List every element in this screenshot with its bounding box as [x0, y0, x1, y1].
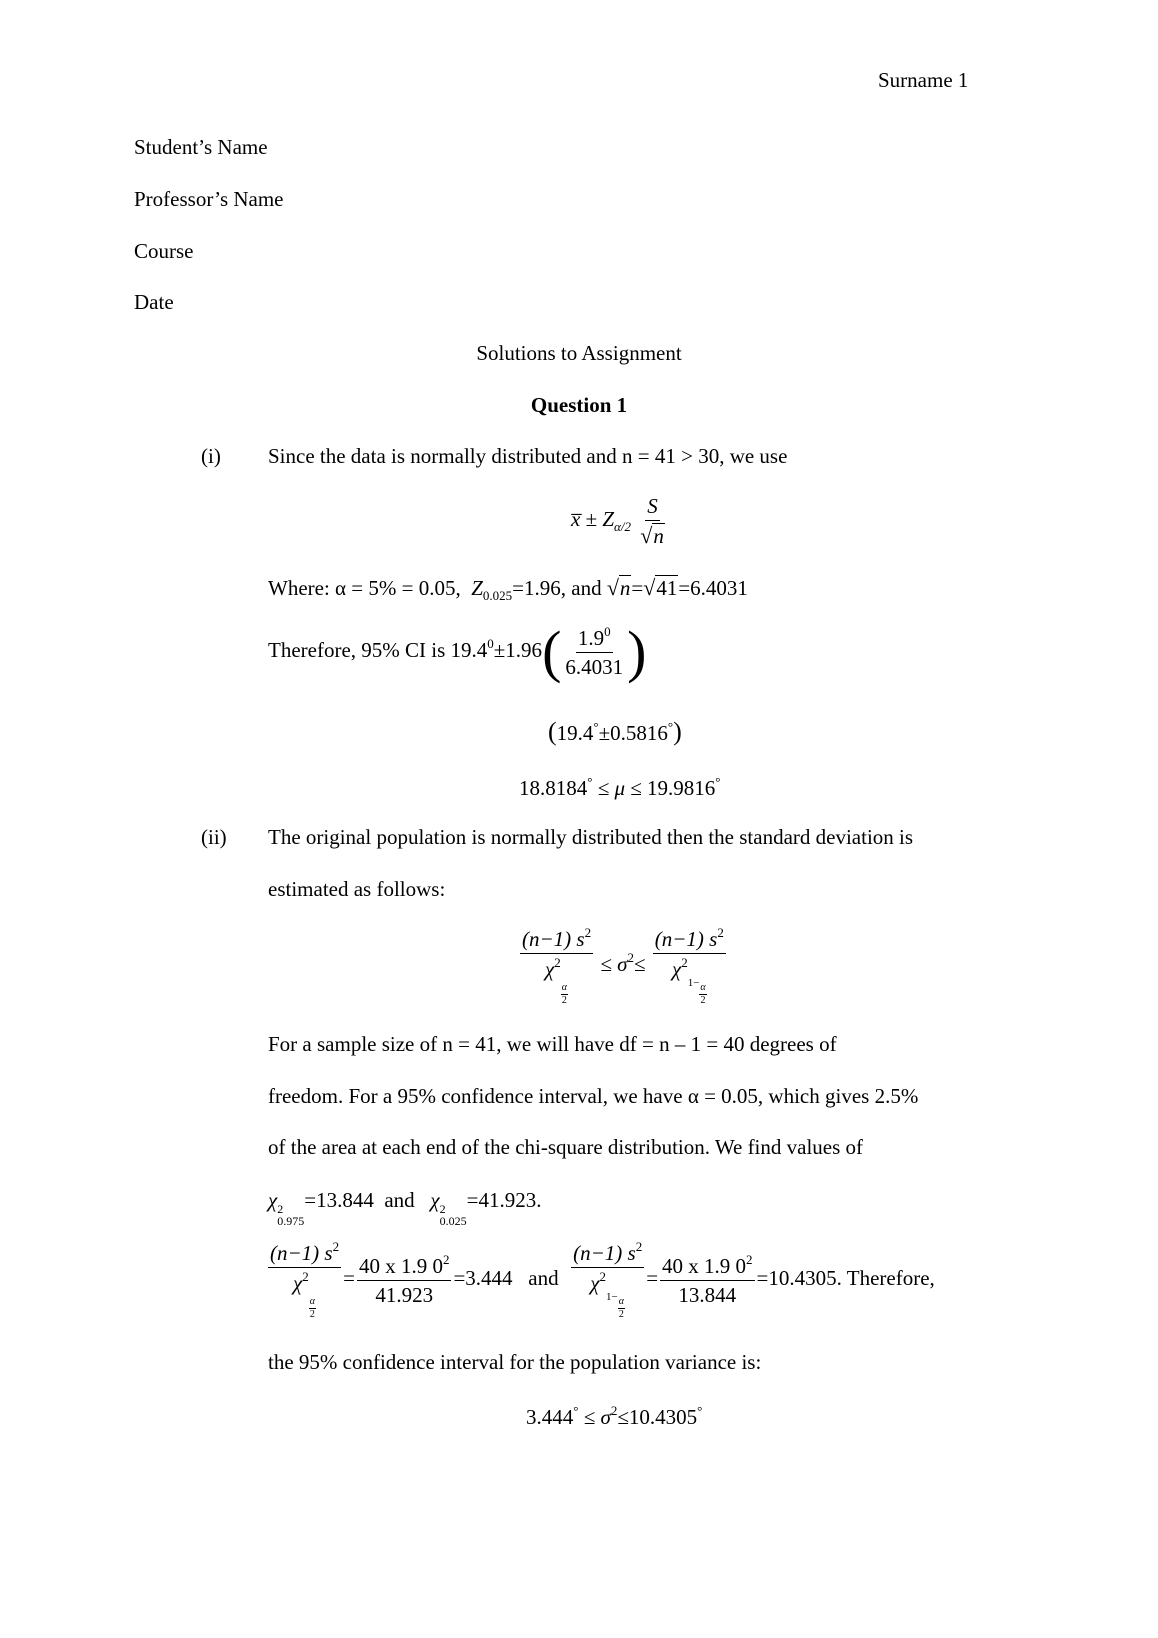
final-interval: $3.444^\circ \le \sigma^2\le 10.4305^\circ$: [526, 1403, 703, 1429]
professor-name: Professor’s Name: [134, 187, 284, 211]
xbar: x̅: [571, 507, 581, 532]
part-ii-line2: estimated as follows:: [268, 877, 446, 901]
ci-interval: (19.4°±0.5816°): [548, 717, 682, 746]
part-i-text: Since the data is normally distributed and n = 41 > 30, we use: [268, 444, 788, 468]
running-head: Surname 1: [878, 68, 969, 92]
para-line-2: freedom. For a 95% confidence interval, we have α = 0.05, which gives 2.5%: [268, 1084, 919, 1108]
variance-formula: (n−1) $s^2$ $\chi^2$ $\frac{\alpha}{2}$ ≤ $\sigma^2\le$ (n−1) $s^2$ $\chi^2_{1-}$ $\frac{\alpha}{2}$: [522, 925, 724, 1006]
therefore-line: Therefore, 95% CI is $19.4^0\pm 1.96$( $\frac{1.9^0}{6.4031}$ ): [268, 619, 647, 684]
question-title: Question 1: [530, 393, 628, 417]
chi-values: χ 2 0.975 =13.844 and χ 2 0.025 =41.923.: [268, 1188, 542, 1228]
conclusion-text: the 95% confidence interval for the population variance is:: [268, 1350, 762, 1374]
course: Course: [134, 239, 194, 263]
part-ii-label: (ii): [201, 825, 227, 849]
ci-result: 18.8184° ≤ μ ≤ 19.9816°: [519, 774, 721, 800]
where-line: Where: α = 5% = 0.05, $Z_{0.025}=1.96$, and √ n = √ 41 =6.4031: [268, 575, 748, 603]
s-over-sqrt-n: S √ n: [640, 494, 664, 549]
student-name: Student’s Name: [134, 135, 268, 159]
para-line-3: of the area at each end of the chi-square distribution. We find values of: [268, 1135, 864, 1159]
date: Date: [134, 290, 174, 314]
document-title: Solutions to Assignment: [476, 341, 682, 365]
ci-formula: x̅ ± $Z_{\alpha/2}$ S √ n: [571, 494, 669, 548]
part-i-label: (i): [201, 444, 221, 468]
para-line-1: For a sample size of n = 41, we will have df = n – 1 = 40 degrees of: [268, 1032, 837, 1056]
calc-line: (n−1) $s^2$ $\chi^2$ $\frac{\alpha}{2}$ = $\frac{40 x 1.9 0^2}{41.923}$ =3.444 and (n−1) $s^2$ $\chi^2_{1-}$ $\frac{\alpha}{2}$ = $\frac{40 x 1.9 0^2}{13.844}$ =10.4305. Therefore,: [270, 1239, 935, 1320]
part-ii-line1: The original population is normally distributed then the standard deviation is: [268, 825, 914, 849]
